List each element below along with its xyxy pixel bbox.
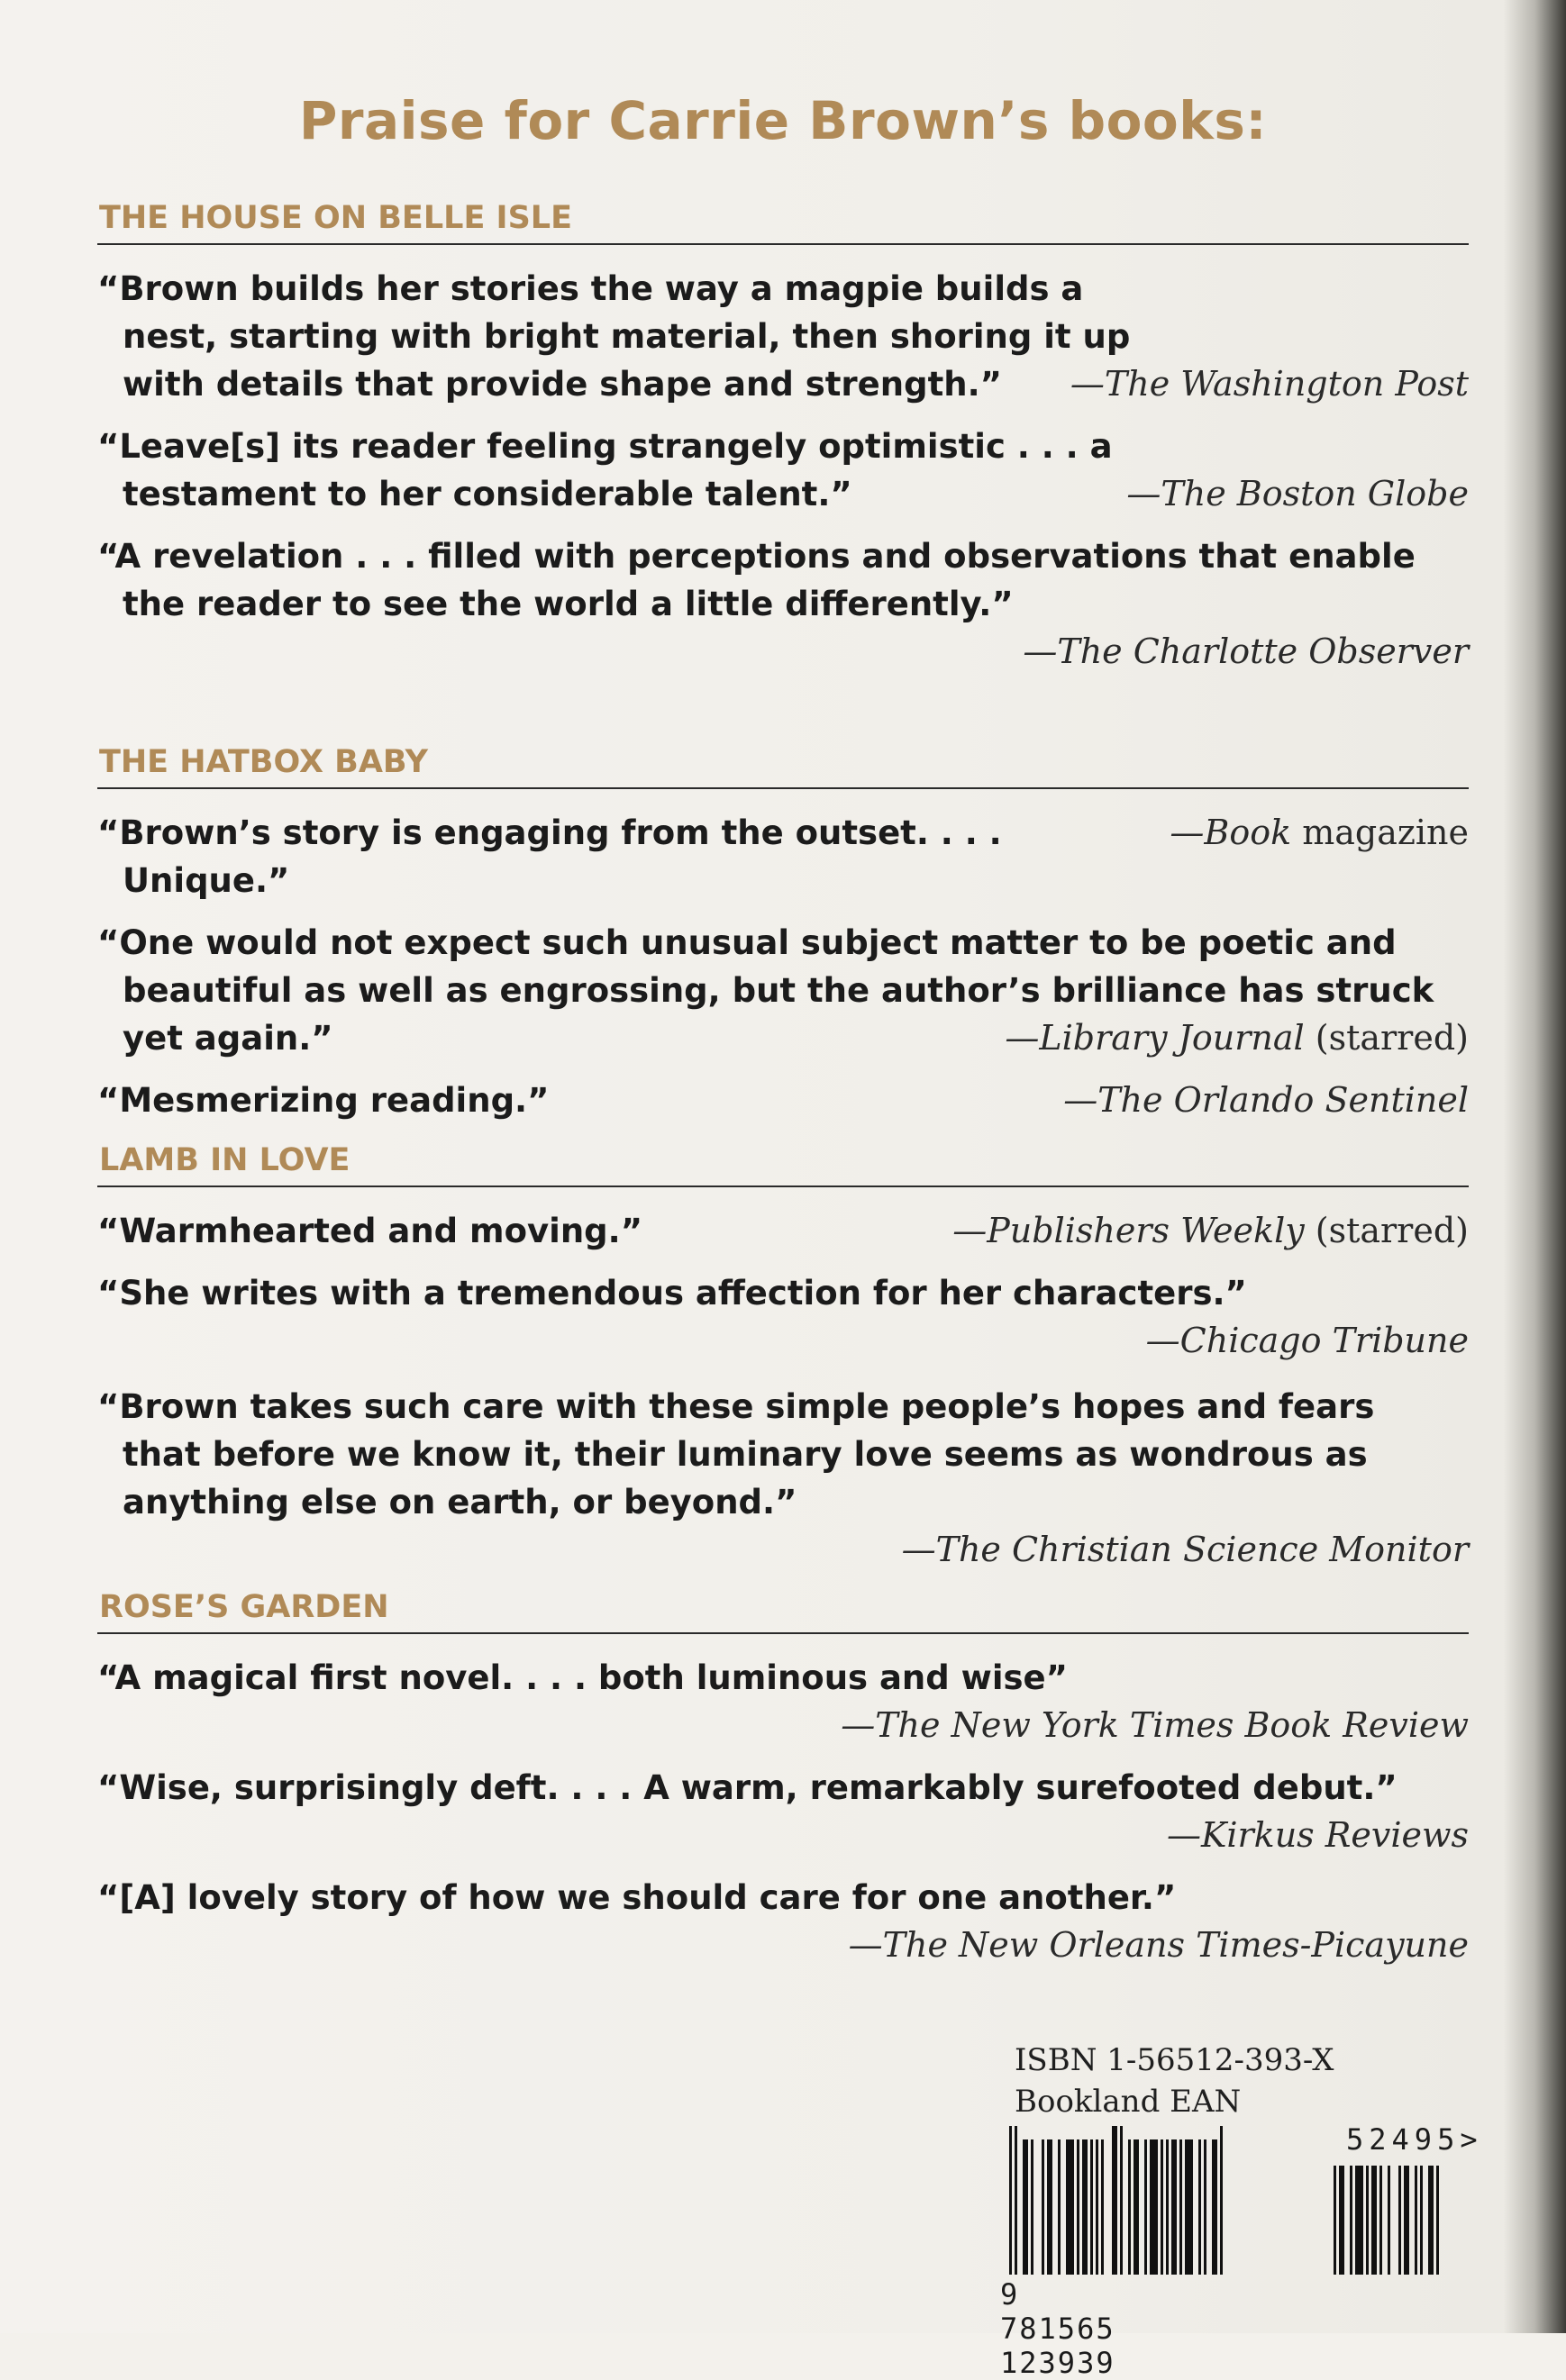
review-quote — [97, 422, 1469, 518]
quote-source: —The Christian Science Monitor — [901, 1530, 1469, 1569]
bookland-ean-label: Bookland EAN — [1015, 2084, 1242, 2120]
bars-addon — [1334, 2166, 1487, 2275]
ean-digits: 9 781565 123939 — [1000, 2277, 1115, 2380]
quote-text: “One would not expect such unusual subject matter to be poetic and beautiful as well as engrossing, but the author’s brilliance has struck yet again.” — [97, 923, 1434, 1058]
quote-source: —Book magazine — [1170, 813, 1469, 852]
quote-text: “Wise, surprisingly deft. . . . A warm, remarkably surefooted debut.” — [97, 1768, 1398, 1807]
section-hatbox-baby — [97, 744, 1469, 1139]
quote-text: “Mesmerizing reading.” — [97, 1081, 550, 1120]
isbn-block — [1015, 2039, 1334, 2122]
quote-text: “Leave[s] its reader feeling strangely optimistic . . . a testament to her considerable talent.” — [97, 427, 1113, 513]
barcode-bar — [1066, 2139, 1074, 2275]
quote-text: “A magical first novel. . . . both luminous and wise” — [97, 1658, 1068, 1697]
section-title: LAMB IN LOVE — [97, 1142, 1469, 1187]
review-quote — [97, 1383, 1469, 1526]
barcode-bar — [1436, 2166, 1439, 2275]
quote-text: “She writes with a tremendous affection for her characters.” — [97, 1274, 1247, 1313]
quote-source: —The Orlando Sentinel — [1063, 1080, 1469, 1120]
section-lamb-in-love — [97, 1142, 1469, 1588]
section-house-on-belle-isle — [97, 200, 1469, 690]
quote-source: —The Washington Post — [1070, 364, 1469, 404]
quote-text: “A revelation . . . filled with perceptions and observations that enable the reader to see the world a little differently.” — [97, 537, 1416, 623]
isbn-number: ISBN 1-56512-393-X — [1015, 2042, 1334, 2078]
quote-source: —The Boston Globe — [1126, 474, 1469, 513]
section-title: ROSE’S GARDEN — [97, 1589, 1469, 1634]
barcode-bar — [1390, 2166, 1398, 2275]
barcode-bar — [1033, 2139, 1042, 2275]
review-quote — [97, 265, 1469, 408]
section-roses-garden — [97, 1589, 1469, 1984]
section-title: THE HOUSE ON BELLE ISLE — [97, 200, 1469, 245]
quote-text: “[A] lovely story of how we should care for one another.” — [97, 1878, 1177, 1917]
review-quote — [97, 532, 1469, 676]
review-quote — [97, 1764, 1469, 1859]
barcode-bar — [1355, 2166, 1363, 2275]
quote-source: —The New York Times Book Review — [841, 1705, 1469, 1745]
quote-source: —Publishers Weekly (starred) — [952, 1211, 1469, 1250]
quote-source: —Kirkus Reviews — [1166, 1815, 1469, 1855]
review-quote — [97, 809, 1469, 904]
quote-source: —The Charlotte Observer — [1023, 631, 1469, 671]
bars-main — [1009, 2126, 1311, 2275]
review-quote — [97, 919, 1469, 1062]
quote-source: —Library Journal (starred) — [1005, 1018, 1469, 1058]
quote-source: —The New Orleans Times-Picayune — [848, 1925, 1469, 1965]
ean-barcode-bars — [1009, 2126, 1311, 2275]
section-title: THE HATBOX BABY — [97, 744, 1469, 789]
barcode-bar — [1104, 2139, 1112, 2275]
review-quote — [97, 1874, 1469, 1969]
review-quote-source-row — [97, 1526, 1469, 1574]
quote-text: “Brown builds her stories the way a magpie builds a nest, starting with bright material, then shoring it up with details that provide shape and strength.” — [97, 269, 1131, 404]
addon-digits: 52495> — [1346, 2122, 1483, 2157]
barcode-bar — [1223, 2139, 1225, 2275]
barcode-bar — [1150, 2139, 1158, 2275]
quote-text: “Brown takes such care with these simple people’s hopes and fears that before we know it, their luminary love seems as wondrous as anything else on earth, or beyond.” — [97, 1387, 1375, 1522]
quote-text: “Brown’s story is engaging from the outset. . . . Unique.” — [97, 813, 1002, 900]
quote-text: “Warmhearted and moving.” — [97, 1212, 643, 1250]
review-quote — [97, 1207, 1469, 1255]
review-quote — [97, 1654, 1469, 1749]
page-title: Praise for Carrie Brown’s books: — [298, 90, 1268, 151]
review-quote — [97, 1076, 1469, 1124]
review-quote — [97, 1269, 1469, 1365]
barcode-bar — [1185, 2139, 1193, 2275]
quote-source: —Chicago Tribune — [1145, 1321, 1469, 1360]
